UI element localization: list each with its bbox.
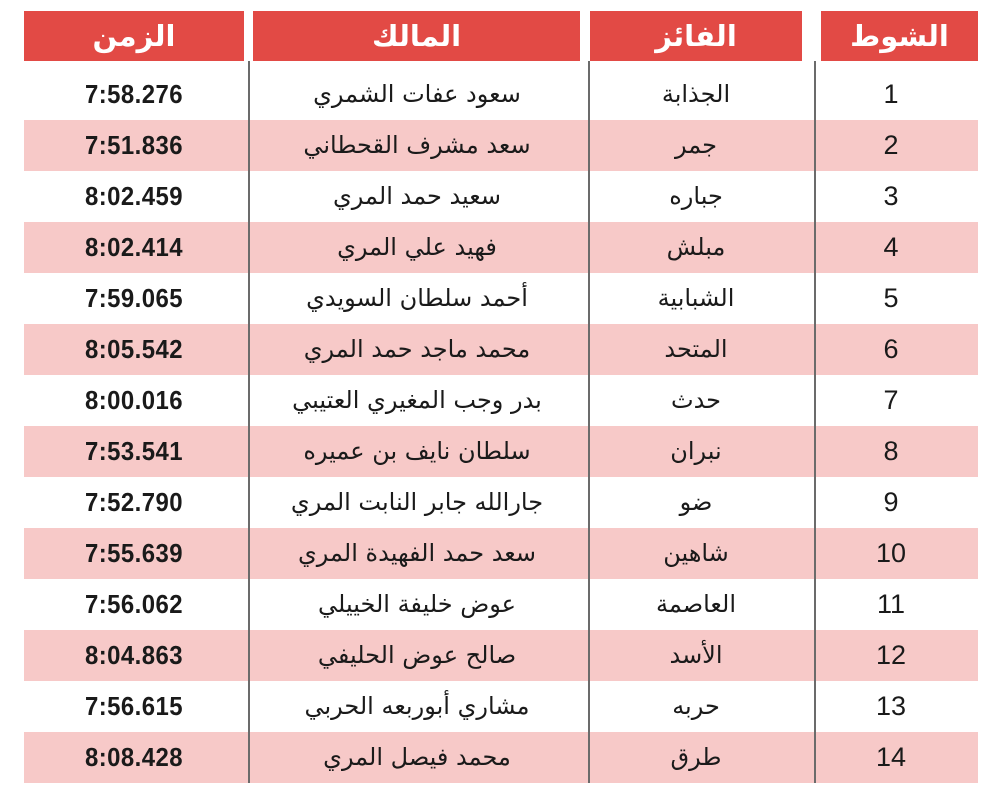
time-cell: 7:56.615 — [84, 691, 184, 721]
winner-cell: الأسد — [669, 641, 723, 669]
time-cell: 8:05.542 — [84, 334, 184, 364]
table-header — [24, 11, 978, 61]
table-row — [24, 222, 978, 273]
winner-cell: جباره — [669, 182, 723, 210]
owner-cell: عوض خليفة الخييلي — [318, 590, 516, 618]
winner-cell: طرق — [670, 743, 722, 771]
table-row — [24, 630, 978, 681]
results-table — [24, 11, 978, 772]
owner-cell: بدر وجب المغيري العتيبي — [292, 386, 542, 414]
table-row — [24, 375, 978, 426]
round-cell: 3 — [883, 181, 899, 211]
table-row — [24, 732, 978, 783]
table-row — [24, 681, 978, 732]
time-cell: 8:02.459 — [84, 181, 184, 211]
column-divider — [814, 61, 816, 783]
owner-cell: جارالله جابر النابت المري — [290, 488, 544, 516]
time-cell: 7:56.062 — [84, 589, 184, 619]
winner-cell: نبران — [670, 437, 722, 465]
owner-cell: أحمد سلطان السويدي — [306, 284, 528, 312]
owner-cell: سعد مشرف القحطاني — [303, 131, 531, 159]
owner-cell: سعيد حمد المري — [333, 182, 501, 210]
table-row — [24, 69, 978, 120]
round-cell: 4 — [883, 232, 899, 262]
table-row — [24, 324, 978, 375]
owner-cell: سعد حمد الفهيدة المري — [298, 539, 536, 567]
owner-cell: صالح عوض الحليفي — [317, 641, 517, 669]
time-cell: 8:08.428 — [84, 742, 184, 772]
winner-cell: جمر — [675, 131, 717, 159]
table-row — [24, 426, 978, 477]
round-cell: 11 — [876, 589, 906, 619]
header-owner: المالك — [253, 11, 580, 61]
table-row — [24, 579, 978, 630]
winner-cell: حربه — [672, 692, 720, 720]
winner-cell: العاصمة — [656, 590, 736, 618]
header-winner: الفائز — [590, 11, 802, 61]
owner-cell: محمد ماجد حمد المري — [303, 335, 531, 363]
header-time: الزمن — [24, 11, 244, 61]
time-cell: 8:04.863 — [84, 640, 184, 670]
winner-cell: ضو — [679, 488, 713, 516]
time-cell: 8:00.016 — [84, 385, 184, 415]
table-row — [24, 273, 978, 324]
time-cell: 7:52.790 — [84, 487, 184, 517]
owner-cell: سعود عفات الشمري — [313, 80, 521, 108]
winner-cell: الشبابية — [657, 284, 735, 312]
table-row — [24, 171, 978, 222]
round-cell: 8 — [883, 436, 899, 466]
time-cell: 8:02.414 — [84, 232, 184, 262]
round-cell: 7 — [883, 385, 899, 415]
table-row — [24, 120, 978, 171]
time-cell: 7:59.065 — [84, 283, 184, 313]
table-body — [24, 69, 978, 783]
owner-cell: محمد فيصل المري — [323, 743, 511, 771]
round-cell: 5 — [883, 283, 899, 313]
winner-cell: مبلش — [666, 233, 726, 261]
round-cell: 12 — [875, 640, 907, 670]
owner-cell: مشاري أبوربعه الحربي — [304, 692, 530, 720]
round-cell: 2 — [883, 130, 899, 160]
round-cell: 9 — [883, 487, 899, 517]
time-cell: 7:53.541 — [84, 436, 184, 466]
round-cell: 10 — [875, 538, 907, 568]
round-cell: 13 — [875, 691, 907, 721]
owner-cell: سلطان نايف بن عميره — [303, 437, 531, 465]
owner-cell: فهيد علي المري — [337, 233, 497, 261]
column-divider — [588, 61, 590, 783]
winner-cell: حدث — [670, 386, 722, 414]
winner-cell: شاهين — [663, 539, 729, 567]
round-cell: 14 — [875, 742, 907, 772]
table-row — [24, 528, 978, 579]
round-cell: 6 — [883, 334, 899, 364]
winner-cell: المتحد — [664, 335, 728, 363]
time-cell: 7:51.836 — [84, 130, 184, 160]
header-round: الشوط — [821, 11, 978, 61]
round-cell: 1 — [883, 79, 899, 109]
winner-cell: الجذابة — [661, 80, 731, 108]
time-cell: 7:58.276 — [84, 79, 184, 109]
table-row — [24, 477, 978, 528]
time-cell: 7:55.639 — [84, 538, 184, 568]
column-divider — [248, 61, 250, 783]
